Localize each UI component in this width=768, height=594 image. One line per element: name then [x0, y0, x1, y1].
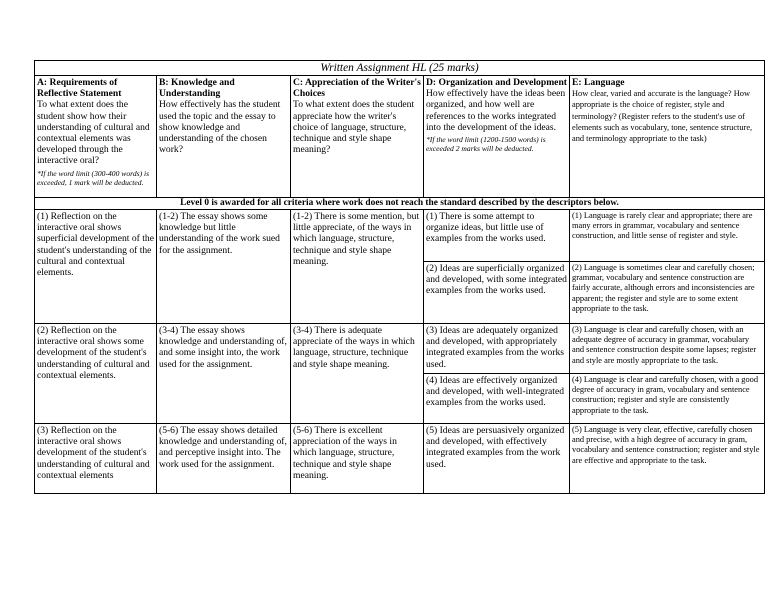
- criterion-d-level-4: (4) Ideas are effectively organized and developed, with well-integrated examples from the works used.: [424, 374, 570, 424]
- criterion-d-level-2: (2) Ideas are superficially organized and developed, with some integrated examples from the works used.: [424, 262, 570, 324]
- criterion-b-level-3: (5-6) The essay shows detailed knowledge and understanding of, and perceptive insight into. The work used for the assignment.: [157, 424, 291, 494]
- criterion-e-level-4: (4) Language is clear and carefully chosen, with a good degree of accuracy in gram, vocabulary and sentence construction; register and style are consistently appropriate to the task.: [570, 374, 765, 424]
- criterion-b-level-1: (1-2) The essay shows some knowledge but little understanding of the work sued for the assignment.: [157, 210, 291, 324]
- criterion-c-title: C: Appreciation of the Writer's Choices: [293, 77, 421, 100]
- band-row: [35, 210, 765, 262]
- criterion-c-text: To what extent does the student appreciate how the writer's choice of language, structure, technique and style shape meaning?: [293, 99, 415, 156]
- band-row: [35, 424, 765, 494]
- criterion-a-level-2: (2) Reflection on the interactive oral shows some development of the student's understanding of cultural and contextual elements.: [35, 324, 157, 424]
- criterion-c-level-3: (5-6) There is excellent appreciation of the ways in which language, structure, technique and style shape meaning.: [291, 424, 424, 494]
- criterion-d-title: D: Organization and Development: [426, 77, 567, 88]
- criterion-d-level-3: (3) Ideas are adequately organized and developed, with appropriately integrated examples from the works used.: [424, 324, 570, 374]
- rubric-table: [34, 60, 765, 494]
- criterion-a-level-1: (1) Reflection on the interactive oral shows superficial development of the student's understanding of the cultural and contextual elements.: [35, 210, 157, 324]
- criterion-e-text: How clear, varied and accurate is the language? How appropriate is the choice of register, style and terminology? (Register refers to the student's use of elements such as vocabulary, tone, sentence structure, and terminology appropriate to the task): [572, 89, 753, 144]
- criterion-b-title: B: Knowledge and Understanding: [159, 77, 235, 100]
- criterion-e-title: E: Language: [572, 77, 625, 88]
- criterion-c-level-1: (1-2) There is some mention, but little appreciate, of the ways in which language, structure, technique and style shape meaning.: [291, 210, 424, 324]
- criterion-d-level-1: (1) There is some attempt to organize ideas, but little use of examples from the works used.: [424, 210, 570, 262]
- criterion-e-level-2: (2) Language is sometimes clear and carefully chosen; grammar, vocabulary and sentence construction are fairly accurate, although errors and inconsistencies are apparent; the register and style are to some extent appropriate to the task.: [570, 262, 765, 324]
- criterion-e-level-1: (1) Language is rarely clear and appropriate; there are many errors in grammar, vocabulary and sentence construction, and little sense of register and style.: [570, 210, 765, 262]
- rubric-title: Written Assignment HL (25 marks): [35, 61, 765, 76]
- criterion-d-note: *If the word limit (1200-1500 words) is exceeded 2 marks will be deducted.: [426, 135, 546, 154]
- level-zero-note: Level 0 is awarded for all criteria where work does not reach the standard described by the descriptors below.: [35, 198, 765, 210]
- criteria-header-row: [35, 76, 765, 198]
- criterion-d-text: How effectively have the ideas been organized, and how well are references to the works integrated into the development of the ideas.: [426, 88, 566, 133]
- band-row: [35, 324, 765, 374]
- criterion-b-header: [157, 76, 291, 198]
- criterion-e-level-3: (3) Language is clear and carefully chosen, with an adequate degree of accuracy in grammar, vocabulary and sentence construction despite some lapses; register and style are mostly appropriate to the task.: [570, 324, 765, 374]
- criterion-c-level-2: (3-4) There is adequate appreciate of the ways in which language, structure, technique and style shape meaning.: [291, 324, 424, 424]
- criterion-a-header: [35, 76, 157, 198]
- criterion-d-header: [424, 76, 570, 198]
- criterion-b-text: How effectively has the student used the topic and the essay to show knowledge and understanding of the chosen work?: [159, 99, 281, 156]
- criterion-a-title: A: Requirements of Reflective Statement: [37, 77, 122, 100]
- criterion-b-level-2: (3-4) The essay shows knowledge and understanding of, and some insight into, the work used for the assignment.: [157, 324, 291, 424]
- criterion-c-header: [291, 76, 424, 198]
- criterion-e-level-5: (5) Language is very clear, effective, carefully chosen and precise, with a high degree of accuracy in gram, vocabulary and sentence construction; register and style are effective and appropriate to the task.: [570, 424, 765, 494]
- criterion-d-level-5: (5) Ideas are persuasively organized and developed, with effectively integrated examples from the work used.: [424, 424, 570, 494]
- criterion-e-header: [570, 76, 765, 198]
- assessment-rubric: [34, 60, 764, 488]
- criterion-a-text: To what extent does the student show how their understanding of cultural and contextual elements was developed through the interactive oral?: [37, 99, 150, 167]
- criterion-a-note: *If the word limit (300-400 words) is exceeded, 1 mark will be deducted.: [37, 168, 150, 187]
- criterion-a-level-3: (3) Reflection on the interactive oral shows development of the student's understanding of cultural and contextual elements: [35, 424, 157, 494]
